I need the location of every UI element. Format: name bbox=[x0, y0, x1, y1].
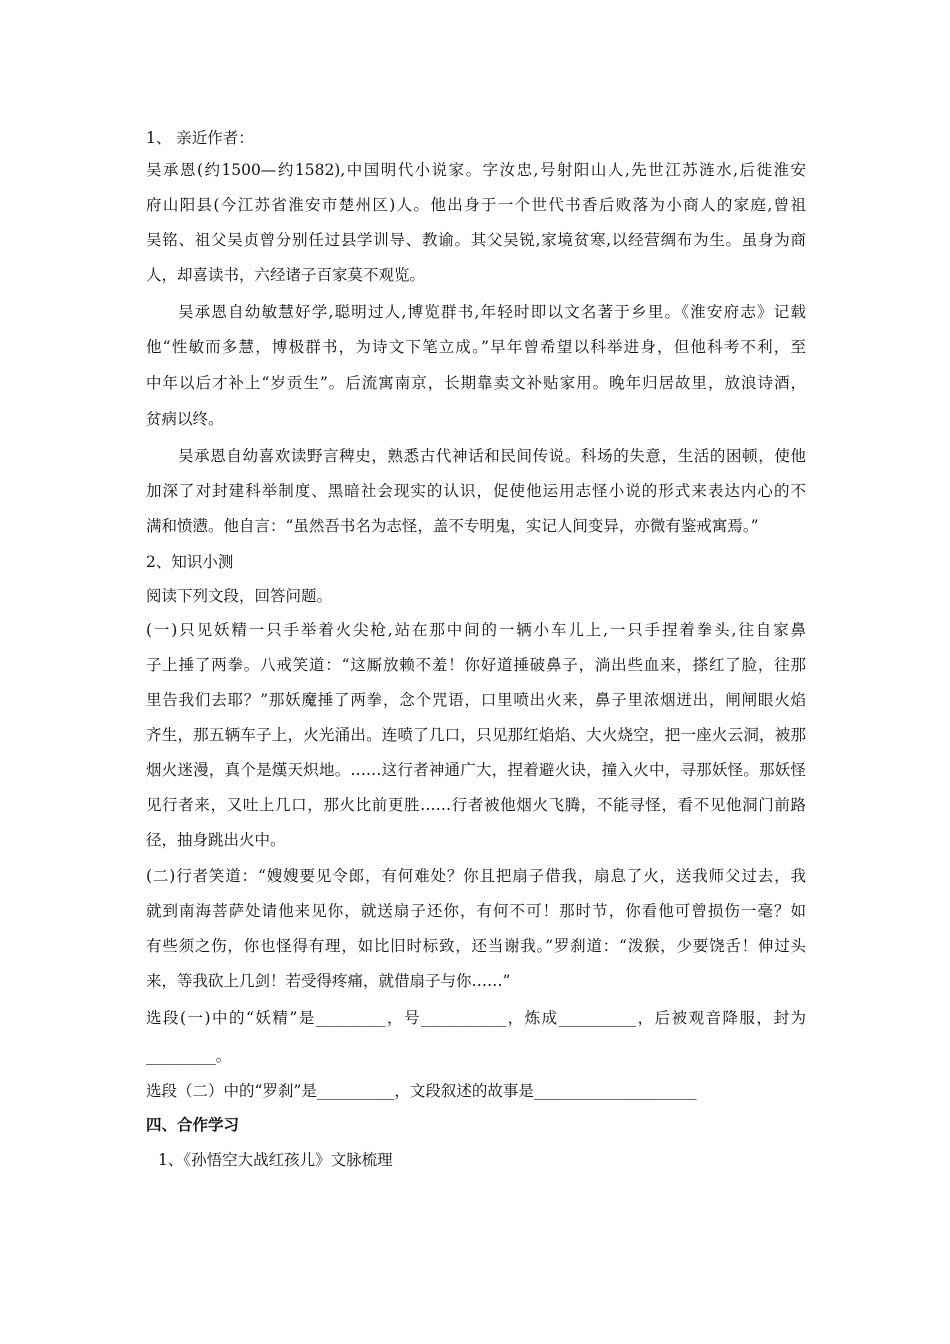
list-item: 1、《孙悟空大战红孩儿》文脉梳理 bbox=[158, 1151, 393, 1169]
paragraph-line: 吴承恩(约1500—约1582),中国明代小说家。字汝忠,号射阳山人,先世江苏涟水,后徙淮安 bbox=[146, 161, 806, 179]
paragraph-line: 中年以后才补上“岁贡生”。后流寓南京，长期靠卖文补贴家用。晚年归居故里，放浪诗酒， bbox=[146, 374, 806, 392]
paragraph-line: 加深了对封建科举制度、黑暗社会现实的认识，促使他运用志怪小说的形式来表达内心的不 bbox=[146, 482, 806, 500]
instruction-text: 阅读下列文段，回答问题。 bbox=[146, 587, 333, 605]
passage-line: 见行者来，又吐上几口，那火比前更胜……行者被他烟火飞腾，不能寻怪，看不见他洞门前路 bbox=[146, 796, 806, 814]
paragraph-line: 他“性敏而多慧，博极群书，为诗文下笔立成。”早年曾希望以科举进身，但他科考不利，至 bbox=[146, 338, 806, 356]
paragraph-line: 吴铭、祖父吴贞曾分别任过县学训导、教谕。其父吴锐,家境贫寒,以经营绸布为生。虽身为商 bbox=[146, 231, 806, 249]
paragraph-line: 人，却喜读书，六经诸子百家莫不观览。 bbox=[146, 266, 426, 284]
passage-line: (二)行者笑道：“嫂嫂要见令郎，有何难处？你且把扇子借我，扇息了火，送我师父过去，我 bbox=[146, 867, 806, 885]
passage-line: 就到南海菩萨处请他来见你，就送扇子还你，有何不可！那时节，你看他可曾损伤一毫？如 bbox=[146, 902, 806, 920]
passage-line: 齐生，那五辆车子上，火光涌出。连喷了几口，只见那红焰焰、大火烧空，把一座火云洞，被那 bbox=[146, 726, 806, 744]
question-2: 选段（二）中的“罗刹”是__________，文段叙述的故事是_____________________ bbox=[146, 1082, 697, 1100]
passage-line: 径，抽身跳出火中。 bbox=[146, 831, 286, 849]
passage-line: 子上捶了两拳。八戒笑道：“这厮放赖不羞！你好道捶破鼻子，淌出些血来，搽红了脸，往那 bbox=[146, 656, 806, 674]
paragraph-line: 满和愤懑。他自言：“虽然吾书名为志怪，盖不专明鬼，实记人间变异，亦微有鉴戒寓焉。” bbox=[146, 517, 759, 535]
section-heading-cooperative: 四、合作学习 bbox=[146, 1115, 240, 1134]
paragraph-line: 吴承恩自幼敏慧好学,聪明过人,博览群书,年轻时即以文名著于乡里。《淮安府志》记载 bbox=[178, 303, 806, 321]
paragraph-line: 贫病以终。 bbox=[146, 410, 224, 428]
passage-line: 有些须之伤，你也怪得有理，如比旧时标致，还当谢我。”罗刹道：“泼猴，少要饶舌！伸过头 bbox=[146, 937, 806, 955]
section-heading-author: 1、 亲近作者： bbox=[146, 129, 254, 147]
paragraph-line: 府山阳县(今江苏省淮安市楚州区)人。他出身于一个世代书香后败落为小商人的家庭,曾祖 bbox=[146, 196, 806, 214]
passage-line: 烟火迷漫，真个是熯天炽地。……这行者神通广大，捏着避火诀，撞入火中，寻那妖怪。那妖怪 bbox=[146, 761, 806, 779]
section-heading-quiz: 2、知识小测 bbox=[146, 553, 234, 571]
question-1-continued: _________。 bbox=[146, 1047, 232, 1065]
passage-line: 里告我们去耶？”那妖魔捶了两拳，念个咒语，口里喷出火来，鼻子里浓烟迸出，闸闸眼火焰 bbox=[146, 691, 806, 709]
passage-line: 来，等我砍上几剑！若受得疼痛，就借扇子与你……” bbox=[146, 972, 511, 990]
question-1: 选段(一)中的“妖精”是_________，号___________，炼成__________，后被观音降服，封为 bbox=[146, 1009, 806, 1027]
passage-line: (一)只见妖精一只手举着火尖枪,站在那中间的一辆小车儿上,一只手捏着拳头,往自家鼻 bbox=[146, 621, 806, 639]
paragraph-line: 吴承恩自幼喜欢读野言稗史，熟悉古代神话和民间传说。科场的失意，生活的困顿，使他 bbox=[178, 447, 806, 465]
